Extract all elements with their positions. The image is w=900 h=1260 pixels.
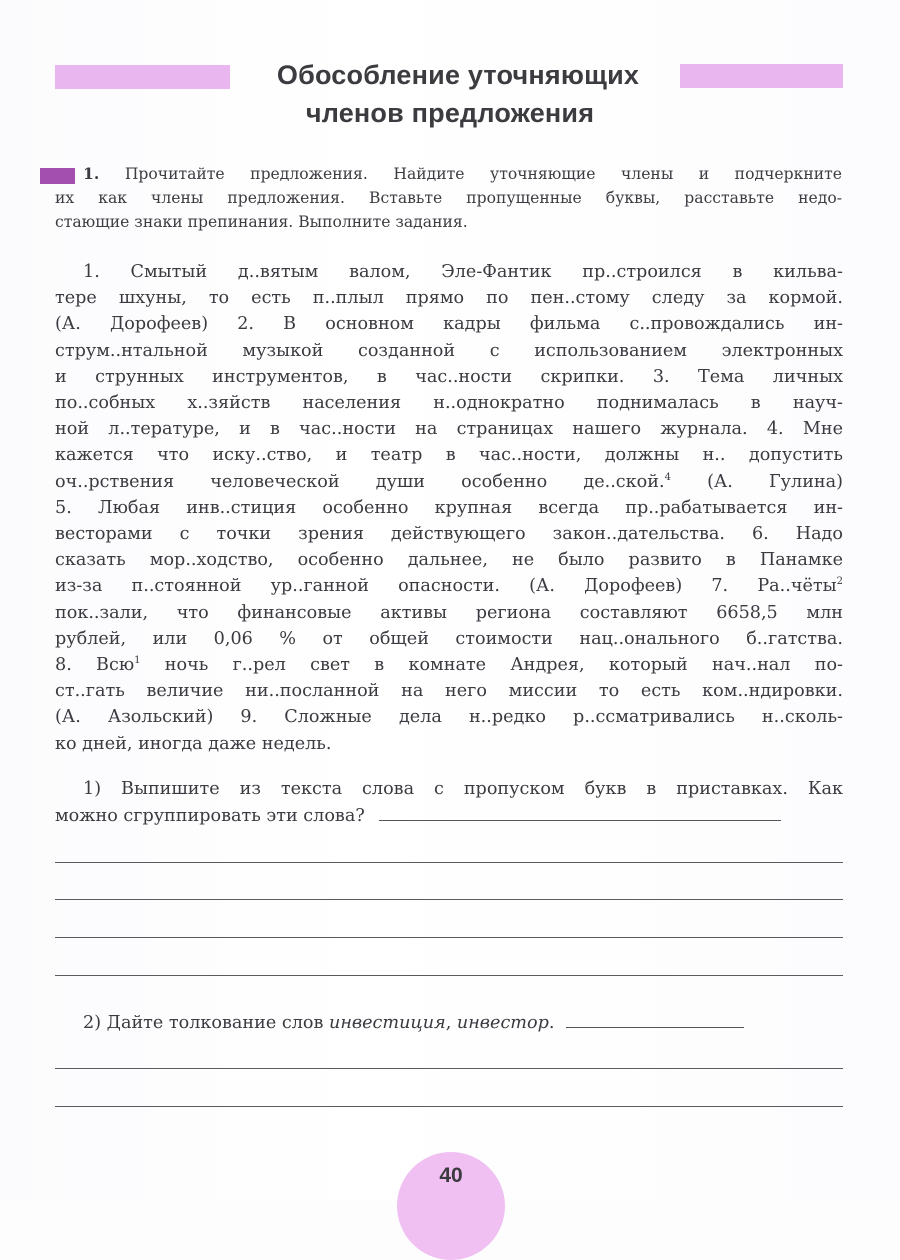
answer-line[interactable] — [55, 899, 843, 900]
answer-blank[interactable] — [379, 802, 781, 821]
text-line: из-за п..стоянной ур..ганной опасности. (А. Дорофеев) 7. Ра..чёты$^2$ — [55, 576, 843, 597]
text-line: и струнных инструментов, в час..ности скрипки. 3. Тема личных — [55, 366, 843, 387]
term-investment: инвестиция — [328, 1013, 446, 1033]
text-line: ст..гать величие ни..посланной на него миссии то есть ком..ндировки. — [55, 681, 843, 702]
text-line: пок..зали, что финансовые активы региона составляют 6658,5 млн — [55, 602, 843, 623]
answer-line[interactable] — [55, 975, 843, 976]
question-2: 2) Дайте толкование слов инвестиция, инвестор. — [55, 1009, 843, 1036]
text-line: 1. Смытый д..вятым валом, Эле-Фантик пр..строился в кильва- — [83, 262, 843, 282]
text-line: 8. Всю$^1$ ночь г..рел свет в комнате Андрея, который нач..нал по- — [55, 655, 843, 676]
answer-line[interactable] — [55, 1068, 843, 1069]
instruction-line: стающие знаки препинания. Выполните задания. — [55, 213, 468, 231]
question-1 — [55, 776, 843, 829]
question-text: 2) Дайте толкование слов — [83, 1013, 329, 1033]
text-line: рублей, или 0,06 % от общей стоимости нац..онального б..гатства. — [55, 628, 843, 649]
instruction-line: Прочитайте предложения. Найдите уточняющие члены и подчеркните — [124, 165, 842, 183]
text-line: по..собных х..зяйств населения н..однократно поднималась в науч- — [55, 393, 843, 414]
text-line: кажется что иску..ство, и театр в час..ности, должны н.. допустить — [55, 445, 843, 466]
page-title-line2: членов предложения — [305, 98, 595, 128]
text-line: сказать мор..ходство, особенно дальнее, не было развито в Панамке — [55, 550, 843, 571]
text-line: ко дней, иногда даже недель. — [55, 733, 332, 754]
footnote-marker: 4 — [664, 471, 671, 483]
task-instruction — [55, 162, 842, 234]
page-number: 40 — [439, 1164, 463, 1187]
answer-line[interactable] — [55, 1106, 843, 1107]
footnote-marker: 1 — [134, 655, 141, 667]
question-text: можно сгруппировать эти слова? — [55, 806, 365, 826]
page-title-line1: Обособление уточняющих — [276, 60, 640, 90]
answer-line[interactable] — [55, 937, 843, 938]
text-line: весторами с точки зрения действующего закон..дательства. 6. Надо — [55, 524, 843, 545]
text-line: ной л..тературе, и в час..ности на страницах нашего журнала. 4. Мне — [55, 419, 843, 440]
answer-line[interactable] — [55, 862, 843, 863]
term-investor: инвестор — [456, 1013, 549, 1033]
footnote-marker: 2 — [836, 576, 843, 588]
text-line: (А. Азольский) 9. Сложные дела н..редко р..ссматривались н..сколь- — [55, 707, 843, 728]
task-number: 1. — [83, 164, 100, 183]
text-line: 5. Любая инв..стиция особенно крупная всегда пр..рабатывается ин- — [55, 497, 843, 518]
text-line: (А. Дорофеев) 2. В основном кадры фильма с..провождались ин- — [55, 314, 843, 335]
text-line: оч..рствения человеческой души особенно де..ской.$^4$ (А. Гулина) — [55, 471, 843, 492]
text-line: струм..нтальной музыкой созданной с использованием электронных — [55, 340, 843, 361]
answer-blank[interactable] — [566, 1009, 744, 1028]
text-line: тере шхуны, то есть п..плыл прямо по пен..стому следу за кормой. — [55, 288, 843, 309]
exercise-text — [55, 259, 843, 757]
question-text: 1) Выпишите из текста слова с пропуском букв в приставках. Как — [83, 779, 843, 799]
instruction-line: их как члены предложения. Вставьте пропущенные буквы, расставьте недо- — [55, 189, 842, 207]
